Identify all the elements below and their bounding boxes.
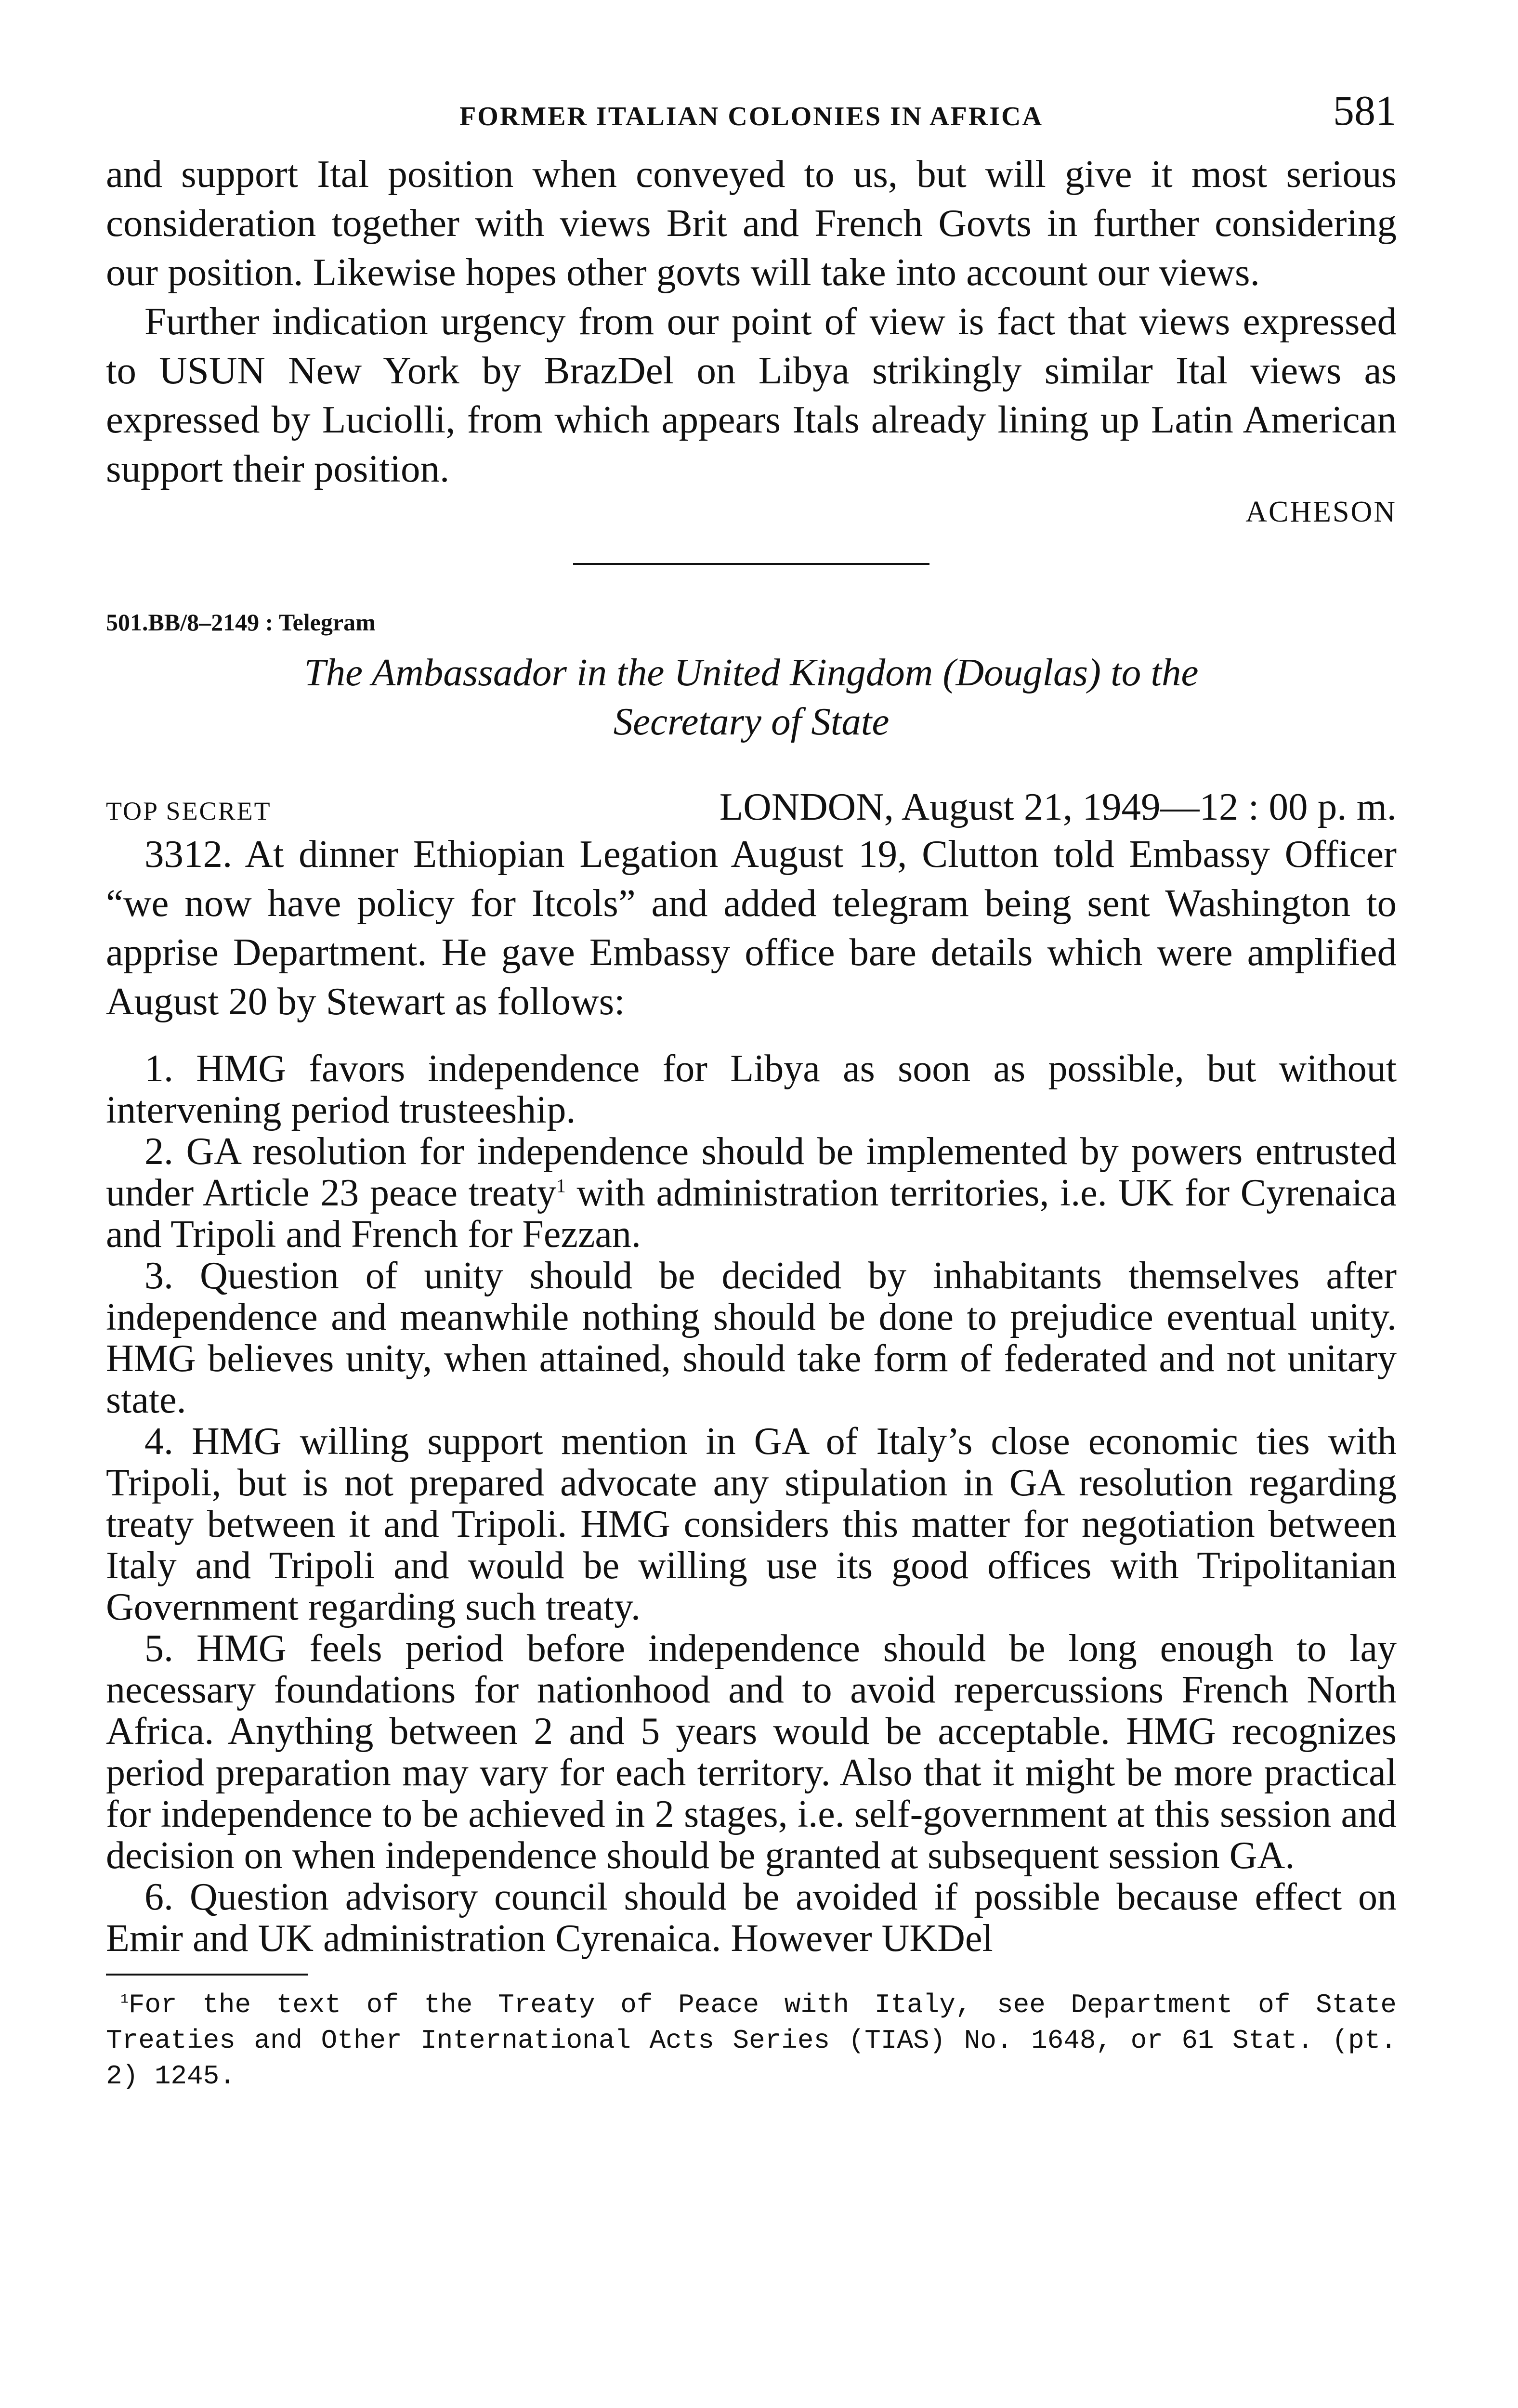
signature: ACHESON: [1245, 496, 1397, 528]
section-divider: [573, 563, 929, 565]
point-6: 6. Question advisory council should be avoided if possible because effect on Emir and UK administration Cyrenaica. However UKDel: [106, 1876, 1397, 1960]
page-number: 581: [1333, 88, 1397, 134]
point-1: 1. HMG favors independence for Libya as soon as possible, but without intervening period trusteeship.: [106, 1047, 1397, 1131]
telegram-intro-paragraph: 3312. At dinner Ethiopian Legation August 19, Clutton told Embassy Officer “we now have policy for Itcols” and added telegram being sent Washington to apprise Department. He gave Embassy office bare details which were amplified August 20 by Stewart as follows:: [106, 832, 1397, 1023]
classification-label: TOP SECRET: [106, 797, 272, 825]
point-2-text-after: with administration territories, i.e. UK for Cyrenaica and Tripoli and French for Fezzan.: [106, 1172, 1397, 1256]
paragraph-further-indication: Further indication urgency from our point of view is fact that views expressed to USUN New York by BrazDel on Libya strikingly similar Ital views as expressed by Luciolli, from which appears Itals already lining up Latin American support their position.: [106, 300, 1397, 490]
page-header: [106, 87, 1397, 149]
footnote: [106, 1987, 1397, 2094]
telegram-section: [106, 608, 1397, 1959]
dateline: LONDON, August 21, 1949—12 : 00 p. m.: [719, 785, 1397, 828]
title-line-1: The Ambassador in the United Kingdom (Douglas) to the: [304, 651, 1199, 694]
footnote-mark: 1: [120, 1992, 129, 2007]
point-2: [106, 1131, 1397, 1255]
document-page: [106, 87, 1397, 2094]
footnote-divider: [106, 1974, 308, 1976]
numbered-points: [106, 1048, 1397, 1959]
preceding-telegram-end: [106, 149, 1397, 529]
title-line-2: Secretary of State: [613, 700, 890, 743]
point-2-text-before: 2. GA resolution for independence should be implemented by powers entrusted under Article 23 peace treaty: [106, 1130, 1397, 1214]
document-title: [106, 648, 1397, 746]
running-title: FORMER ITALIAN COLONIES IN AFRICA: [459, 102, 1043, 131]
point-4: 4. HMG willing support mention in GA of Italy’s close economic ties with Tripoli, but is not prepared advocate any stipulation in GA resolution regarding treaty between it and Tripoli. HMG considers this matter for negotiation between Italy and Tripoli and would be willing use its good offices with Tripolitanian Government regarding such treaty.: [106, 1420, 1397, 1628]
point-5: 5. HMG feels period before independence should be long enough to lay necessary foundations for nationhood and to avoid repercussions French North Africa. Anything between 2 and 5 years would be acceptable. HMG recognizes period preparation may vary for each territory. Also that it might be more practical for independence to be achieved in 2 stages, i.e. self-government at this session and decision on when independence should be granted at subsequent session GA.: [106, 1627, 1397, 1877]
file-reference: 501.BB/8–2149 : Telegram: [106, 609, 376, 636]
footnote-text: For the text of the Treaty of Peace with Italy, see Department of State Treaties and Other International Acts Series (TIAS) No. 1648, or 61 Stat. (pt. 2) 1245.: [106, 1989, 1397, 2092]
dateline-row: [106, 785, 1397, 829]
point-3: 3. Question of unity should be decided by inhabitants themselves after independence and meanwhile nothing should be done to prejudice eventual unity. HMG believes unity, when attained, should take form of federated and not unitary state.: [106, 1255, 1397, 1421]
footnote-reference: 1: [556, 1175, 566, 1197]
continuation-paragraph: and support Ital position when conveyed to us, but will give it most serious consideration together with views Brit and French Govts in further considering our position. Likewise hopes other govts will take into account our views.: [106, 152, 1397, 294]
